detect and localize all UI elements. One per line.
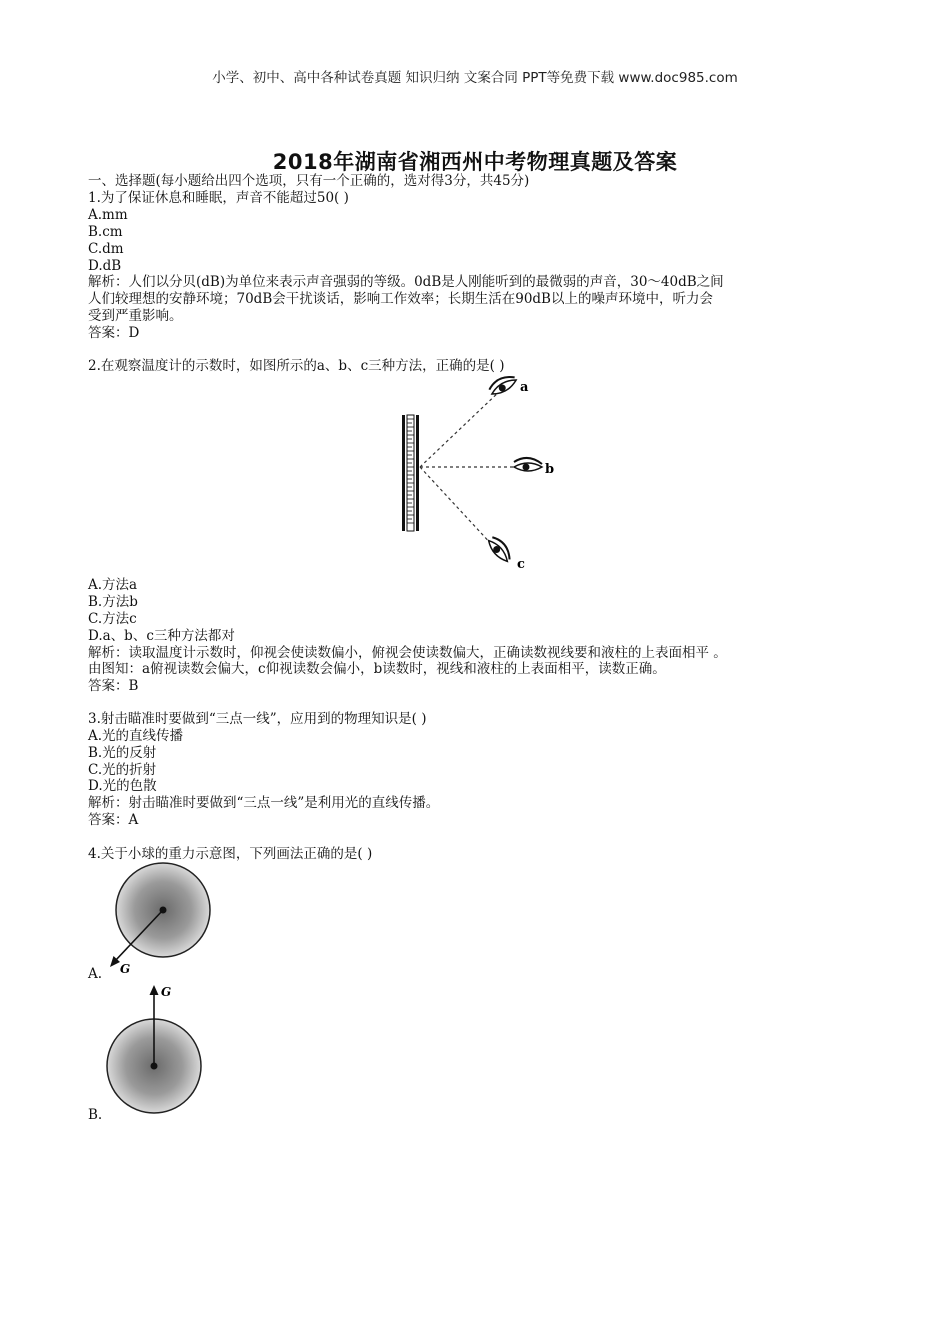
q2-option-b: B.方法b (88, 594, 138, 610)
q1-option-d: D.dB (88, 258, 122, 274)
sight-line-c (420, 467, 494, 547)
thermometer (402, 415, 419, 531)
q1-answer: 答案：D (88, 325, 140, 341)
gravity-label-a: G (120, 962, 131, 976)
q1-analysis-line-3: 受到严重影响。 (88, 308, 183, 324)
thermometer-reading-figure (390, 375, 555, 575)
eye-icon-b (514, 458, 542, 471)
eye-icon-a (487, 372, 518, 397)
eye-icon-c (486, 535, 514, 565)
q3-option-c: C.光的折射 (88, 762, 157, 778)
q1-analysis-line-2: 人们较理想的安静环境；70dB会干扰谈话，影响工作效率；长期生活在90dB以上的噪声环境中，听力会 (88, 291, 713, 307)
q3-option-d: D.光的色散 (88, 778, 157, 794)
q2-analysis-line-2: 由图知：a俯视读数会偏大，c仰视读数会偏小，b读数时，视线和液柱的上表面相平，读数正确。 (88, 661, 666, 677)
page-title: 2018年湖南省湘西州中考物理真题及答案 (272, 150, 678, 174)
q4-option-b-label: B. (88, 1107, 103, 1123)
gravity-label-b: G (161, 985, 172, 999)
q2-answer: 答案：B (88, 678, 139, 694)
q4-option-a-label: A. (88, 966, 103, 982)
page-header: 小学、初中、高中各种试卷真题 知识归纳 文案合同 PPT等免费下载 www.doc985.com (212, 70, 738, 86)
q1-option-a: A.mm (88, 207, 128, 223)
q2-option-c: C.方法c (88, 611, 137, 627)
section-heading: 一、选择题(每小题给出四个选项，只有一个正确的，选对得3分，共45分) (88, 173, 530, 189)
figure-label-b: b (545, 462, 555, 477)
q4-stem: 4.关于小球的重力示意图，下列画法正确的是( ) (88, 846, 373, 862)
q3-analysis: 解析：射击瞄准时要做到“三点一线”是利用光的直线传播。 (88, 795, 440, 811)
ball-gravity-figure-b (100, 980, 210, 1115)
q3-option-b: B.光的反射 (88, 745, 157, 761)
q3-answer: 答案：A (88, 812, 139, 828)
q1-analysis-line-1: 解析：人们以分贝(dB)为单位来表示声音强弱的等级。0dB是人刚能听到的最微弱的声音，30～40dB之间 (88, 274, 724, 290)
q2-stem: 2.在观察温度计的示数时，如图所示的a、b、c三种方法，正确的是( ) (88, 358, 505, 374)
q2-analysis-line-1: 解析：读取温度计示数时，仰视会使读数偏小，俯视会使读数偏大，正确读数视线要和液柱的上表面相平 。 (88, 645, 727, 661)
q1-stem: 1.为了保证休息和睡眠，声音不能超过50( ) (88, 190, 349, 206)
q2-option-a: A.方法a (88, 577, 138, 593)
q1-option-b: B.cm (88, 224, 123, 240)
q3-stem: 3.射击瞄准时要做到“三点一线”，应用到的物理知识是( ) (88, 711, 427, 727)
figure-label-a: a (520, 380, 529, 395)
q3-option-a: A.光的直线传播 (88, 728, 184, 744)
q1-option-c: C.dm (88, 241, 124, 257)
q2-option-d: D.a、b、c三种方法都对 (88, 628, 235, 644)
ball-gravity-figure-a (110, 860, 220, 980)
figure-label-c: c (517, 557, 525, 572)
sight-line-a (420, 389, 502, 467)
